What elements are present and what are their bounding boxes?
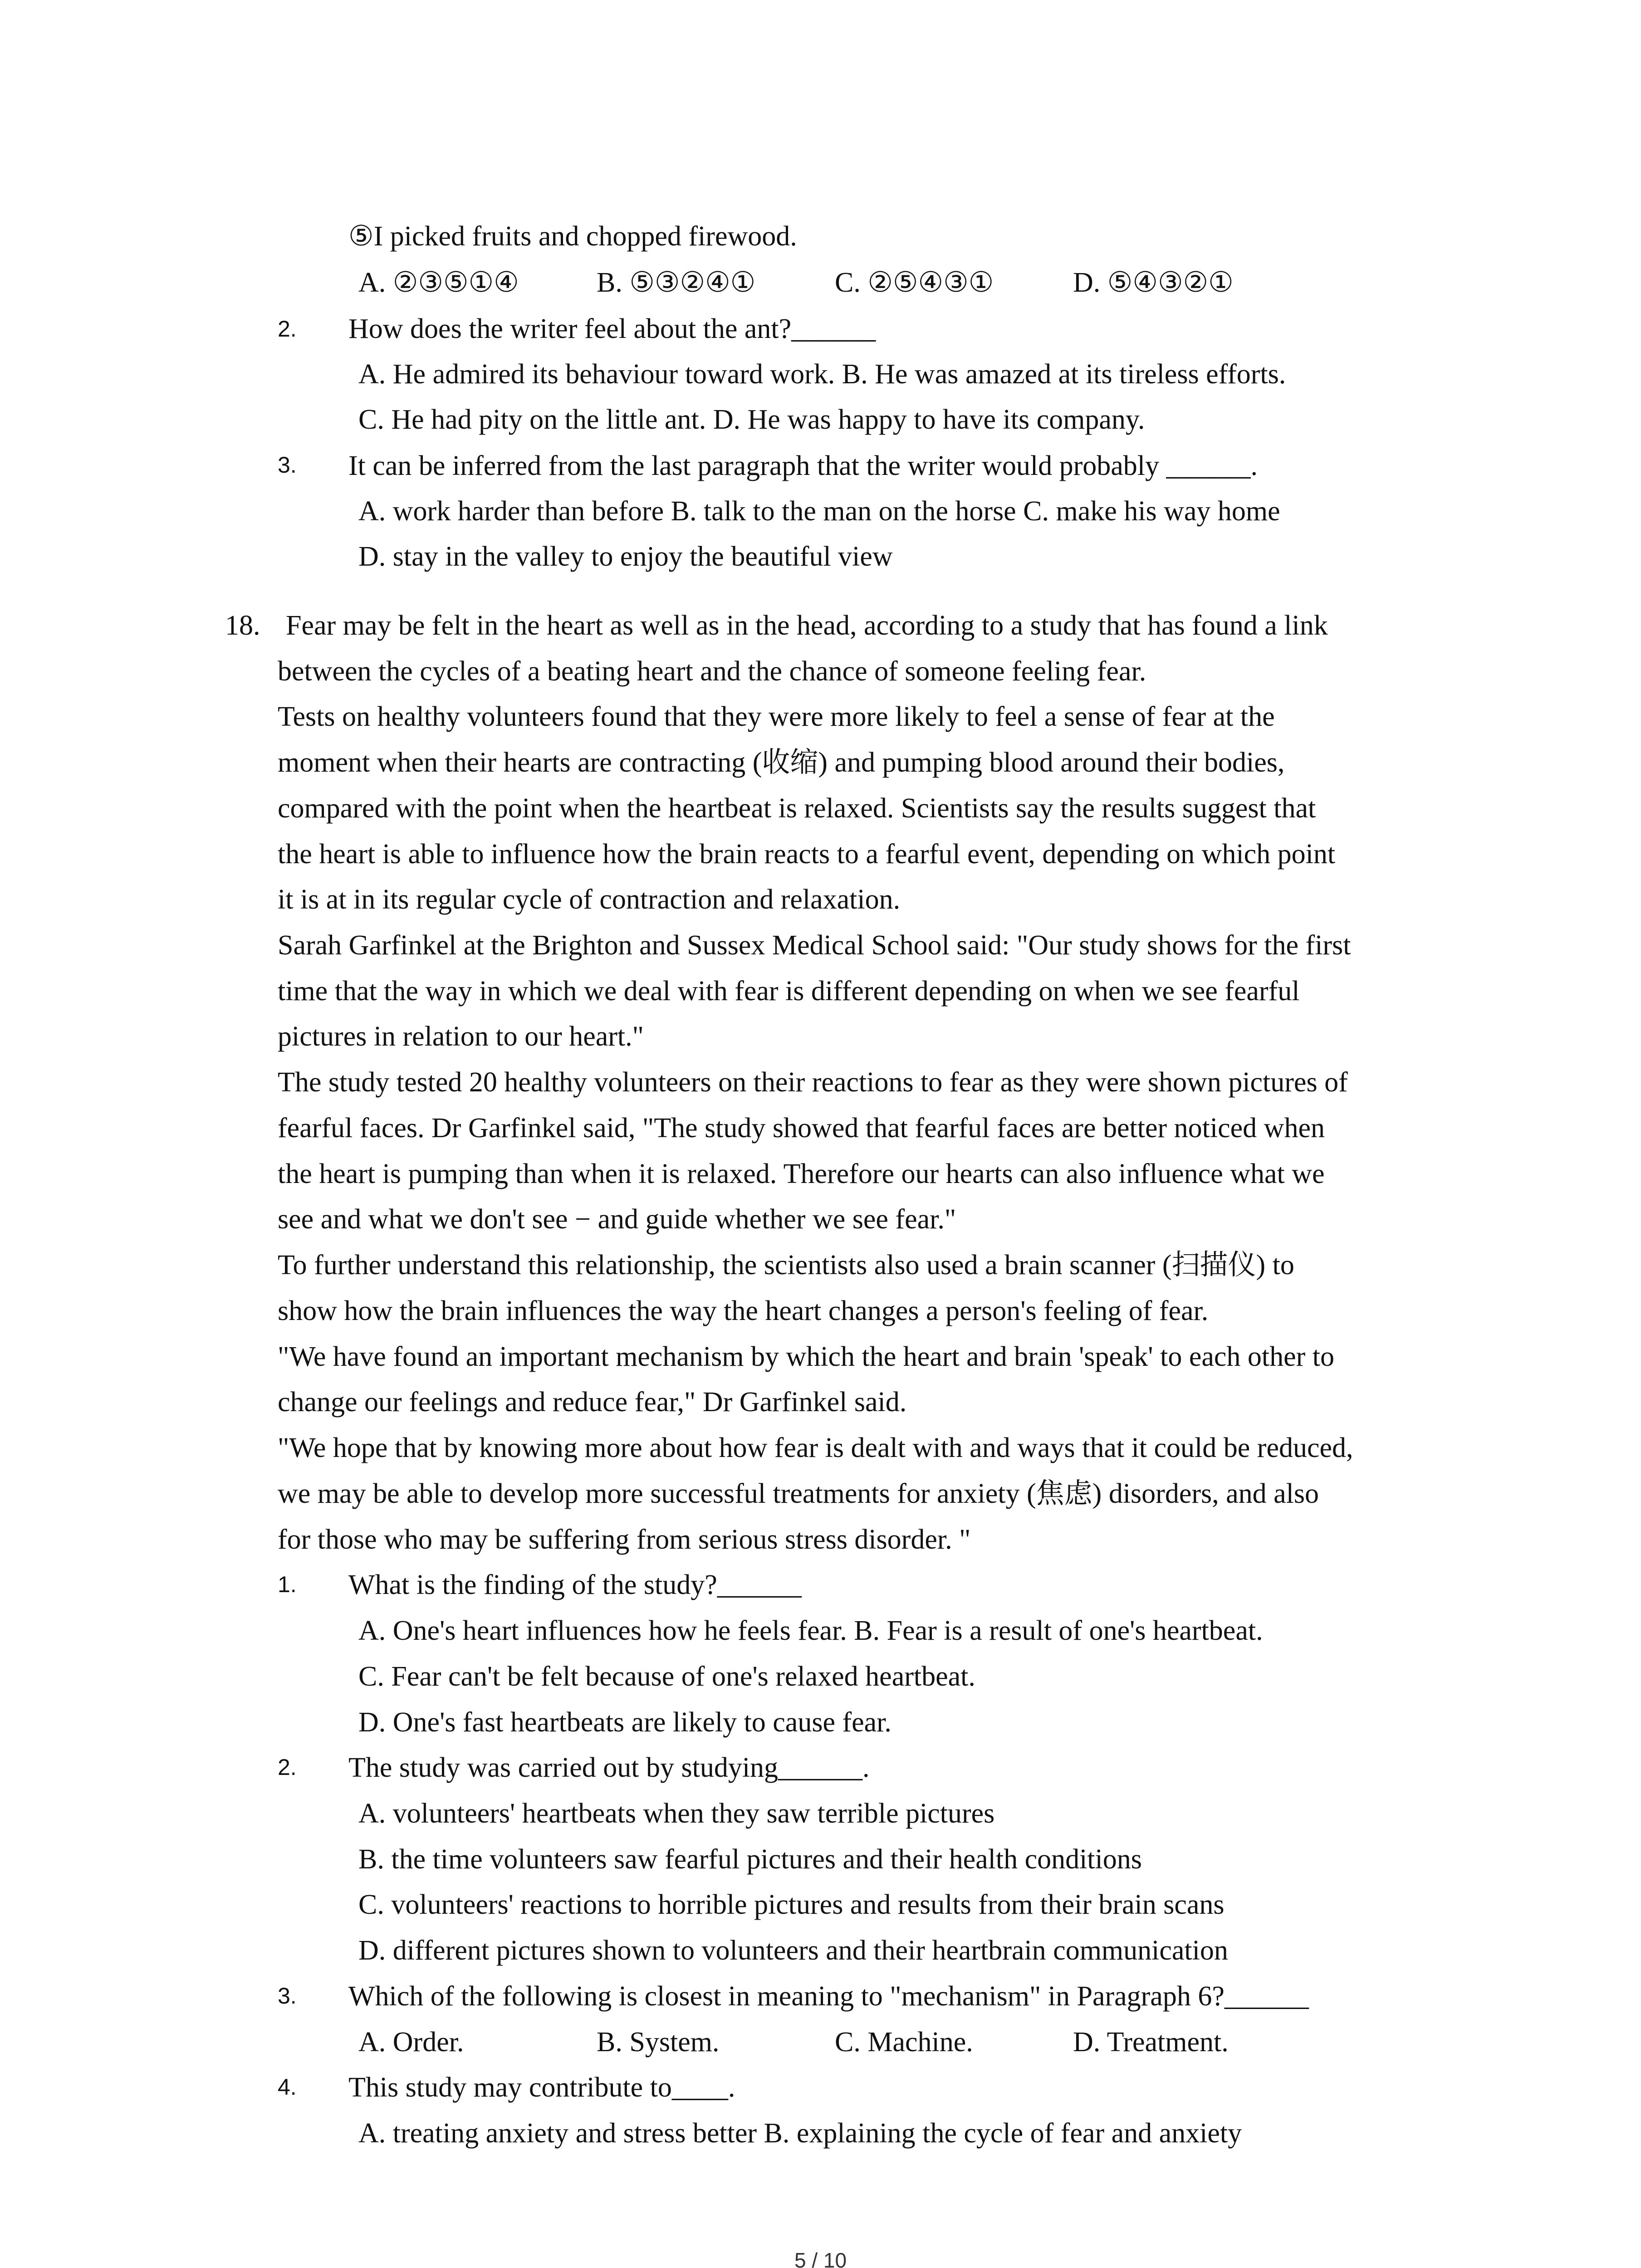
- passage-line: Tests on healthy volunteers found that they were more likely to feel a sense of fear at the: [278, 701, 1275, 732]
- passage-line: "We have found an important mechanism by which the heart and brain 'speak' to each other to: [278, 1341, 1334, 1372]
- page-indicator: 5 / 10: [794, 2248, 847, 2268]
- q18-3-option-b: B. System.: [597, 2027, 720, 2058]
- passage-line: the heart is able to influence how the brain reacts to a fearful event, depending on which point: [278, 839, 1336, 870]
- q18-3-option-a: A. Order.: [358, 2027, 464, 2058]
- q18-2-options-line: D. different pictures shown to volunteers and their heartbrain communication: [358, 1935, 1228, 1966]
- q17-1-option-c: C. ②⑤④③①: [835, 267, 994, 298]
- q18-3-stem: Which of the following is closest in meaning to "mechanism" in Paragraph 6?______: [348, 1981, 1309, 2012]
- q18-1-number: 1.: [278, 1572, 297, 1597]
- passage-line: the heart is pumping than when it is relaxed. Therefore our hearts can also influence what we: [278, 1158, 1325, 1189]
- q18-1-options-line: C. Fear can't be felt because of one's relaxed heartbeat.: [358, 1661, 975, 1692]
- q18-1-options-line: A. One's heart influences how he feels fear. B. Fear is a result of one's heartbeat.: [358, 1615, 1263, 1646]
- passage-line: fearful faces. Dr Garfinkel said, "The study showed that fearful faces are better noticed when: [278, 1113, 1325, 1144]
- q17-2-options-line-2: C. He had pity on the little ant. D. He was happy to have its company.: [358, 404, 1145, 435]
- passage-line: To further understand this relationship, the scientists also used a brain scanner (扫描仪) to: [278, 1250, 1294, 1281]
- passage-line: between the cycles of a beating heart and the chance of someone feeling fear.: [278, 656, 1146, 687]
- passage-line: Fear may be felt in the heart as well as in the head, according to a study that has found a link: [286, 610, 1328, 641]
- passage-line: Sarah Garfinkel at the Brighton and Sussex Medical School said: "Our study shows for the first: [278, 930, 1351, 961]
- q17-3-options-line-1: A. work harder than before B. talk to the man on the horse C. make his way home: [358, 496, 1280, 527]
- q18-2-options-line: B. the time volunteers saw fearful pictures and their health conditions: [358, 1844, 1142, 1875]
- q18-1-stem: What is the finding of the study?______: [348, 1569, 802, 1600]
- q18-3-option-d: D. Treatment.: [1073, 2027, 1229, 2058]
- q18-2-number: 2.: [278, 1755, 297, 1780]
- q17-3-stem: It can be inferred from the last paragraph that the writer would probably ______.: [348, 450, 1258, 481]
- passage-line: see and what we don't see − and guide whether we see fear.": [278, 1204, 956, 1235]
- q17-2-stem: How does the writer feel about the ant?______: [348, 313, 876, 344]
- q17-2-number: 2.: [278, 316, 297, 342]
- passage-line: pictures in relation to our heart.": [278, 1021, 644, 1052]
- q18-2-options-line: A. volunteers' heartbeats when they saw terrible pictures: [358, 1798, 995, 1829]
- q18-4-options-line: A. treating anxiety and stress better B. explaining the cycle of fear and anxiety: [358, 2118, 1242, 2149]
- q17-2-options-line-1: A. He admired its behaviour toward work. B. He was amazed at its tireless efforts.: [358, 359, 1286, 390]
- passage-line: for those who may be suffering from serious stress disorder. ": [278, 1524, 971, 1555]
- q17-1-option-b: B. ⑤③②④①: [597, 267, 756, 298]
- passage-line: it is at in its regular cycle of contraction and relaxation.: [278, 884, 901, 915]
- passage-line: show how the brain influences the way the heart changes a person's feeling of fear.: [278, 1295, 1209, 1326]
- q18-3-number: 3.: [278, 1983, 297, 2009]
- passage-line: The study tested 20 healthy volunteers on their reactions to fear as they were shown pictures of: [278, 1067, 1348, 1098]
- q18-3-option-c: C. Machine.: [835, 2027, 973, 2058]
- passage-line: "We hope that by knowing more about how fear is dealt with and ways that it could be reduced,: [278, 1432, 1353, 1463]
- q18-4-stem: This study may contribute to____.: [348, 2072, 735, 2103]
- q17-3-number: 3.: [278, 452, 297, 478]
- q17-1-option-a: A. ②③⑤①④: [358, 267, 519, 298]
- q18-number: 18.: [225, 610, 260, 641]
- q18-4-number: 4.: [278, 2074, 297, 2100]
- q18-1-options-line: D. One's fast heartbeats are likely to cause fear.: [358, 1707, 892, 1738]
- q18-2-options-line: C. volunteers' reactions to horrible pictures and results from their brain scans: [358, 1889, 1225, 1920]
- passage-line: change our feelings and reduce fear," Dr Garfinkel said.: [278, 1387, 907, 1418]
- passage-line: moment when their hearts are contracting (收缩) and pumping blood around their bodies,: [278, 747, 1285, 778]
- q17-1-option-d: D. ⑤④③②①: [1073, 267, 1234, 298]
- passage-line: compared with the point when the heartbeat is relaxed. Scientists say the results suggest that: [278, 793, 1316, 824]
- q17-3-options-line-2: D. stay in the valley to enjoy the beautiful view: [358, 541, 893, 572]
- ordering-item-5: ⑤I picked fruits and chopped firewood.: [348, 221, 797, 252]
- q18-2-stem: The study was carried out by studying______.: [348, 1752, 870, 1783]
- passage-line: time that the way in which we deal with fear is different depending on when we see fearful: [278, 976, 1300, 1007]
- passage-line: we may be able to develop more successful treatments for anxiety (焦虑) disorders, and also: [278, 1478, 1319, 1509]
